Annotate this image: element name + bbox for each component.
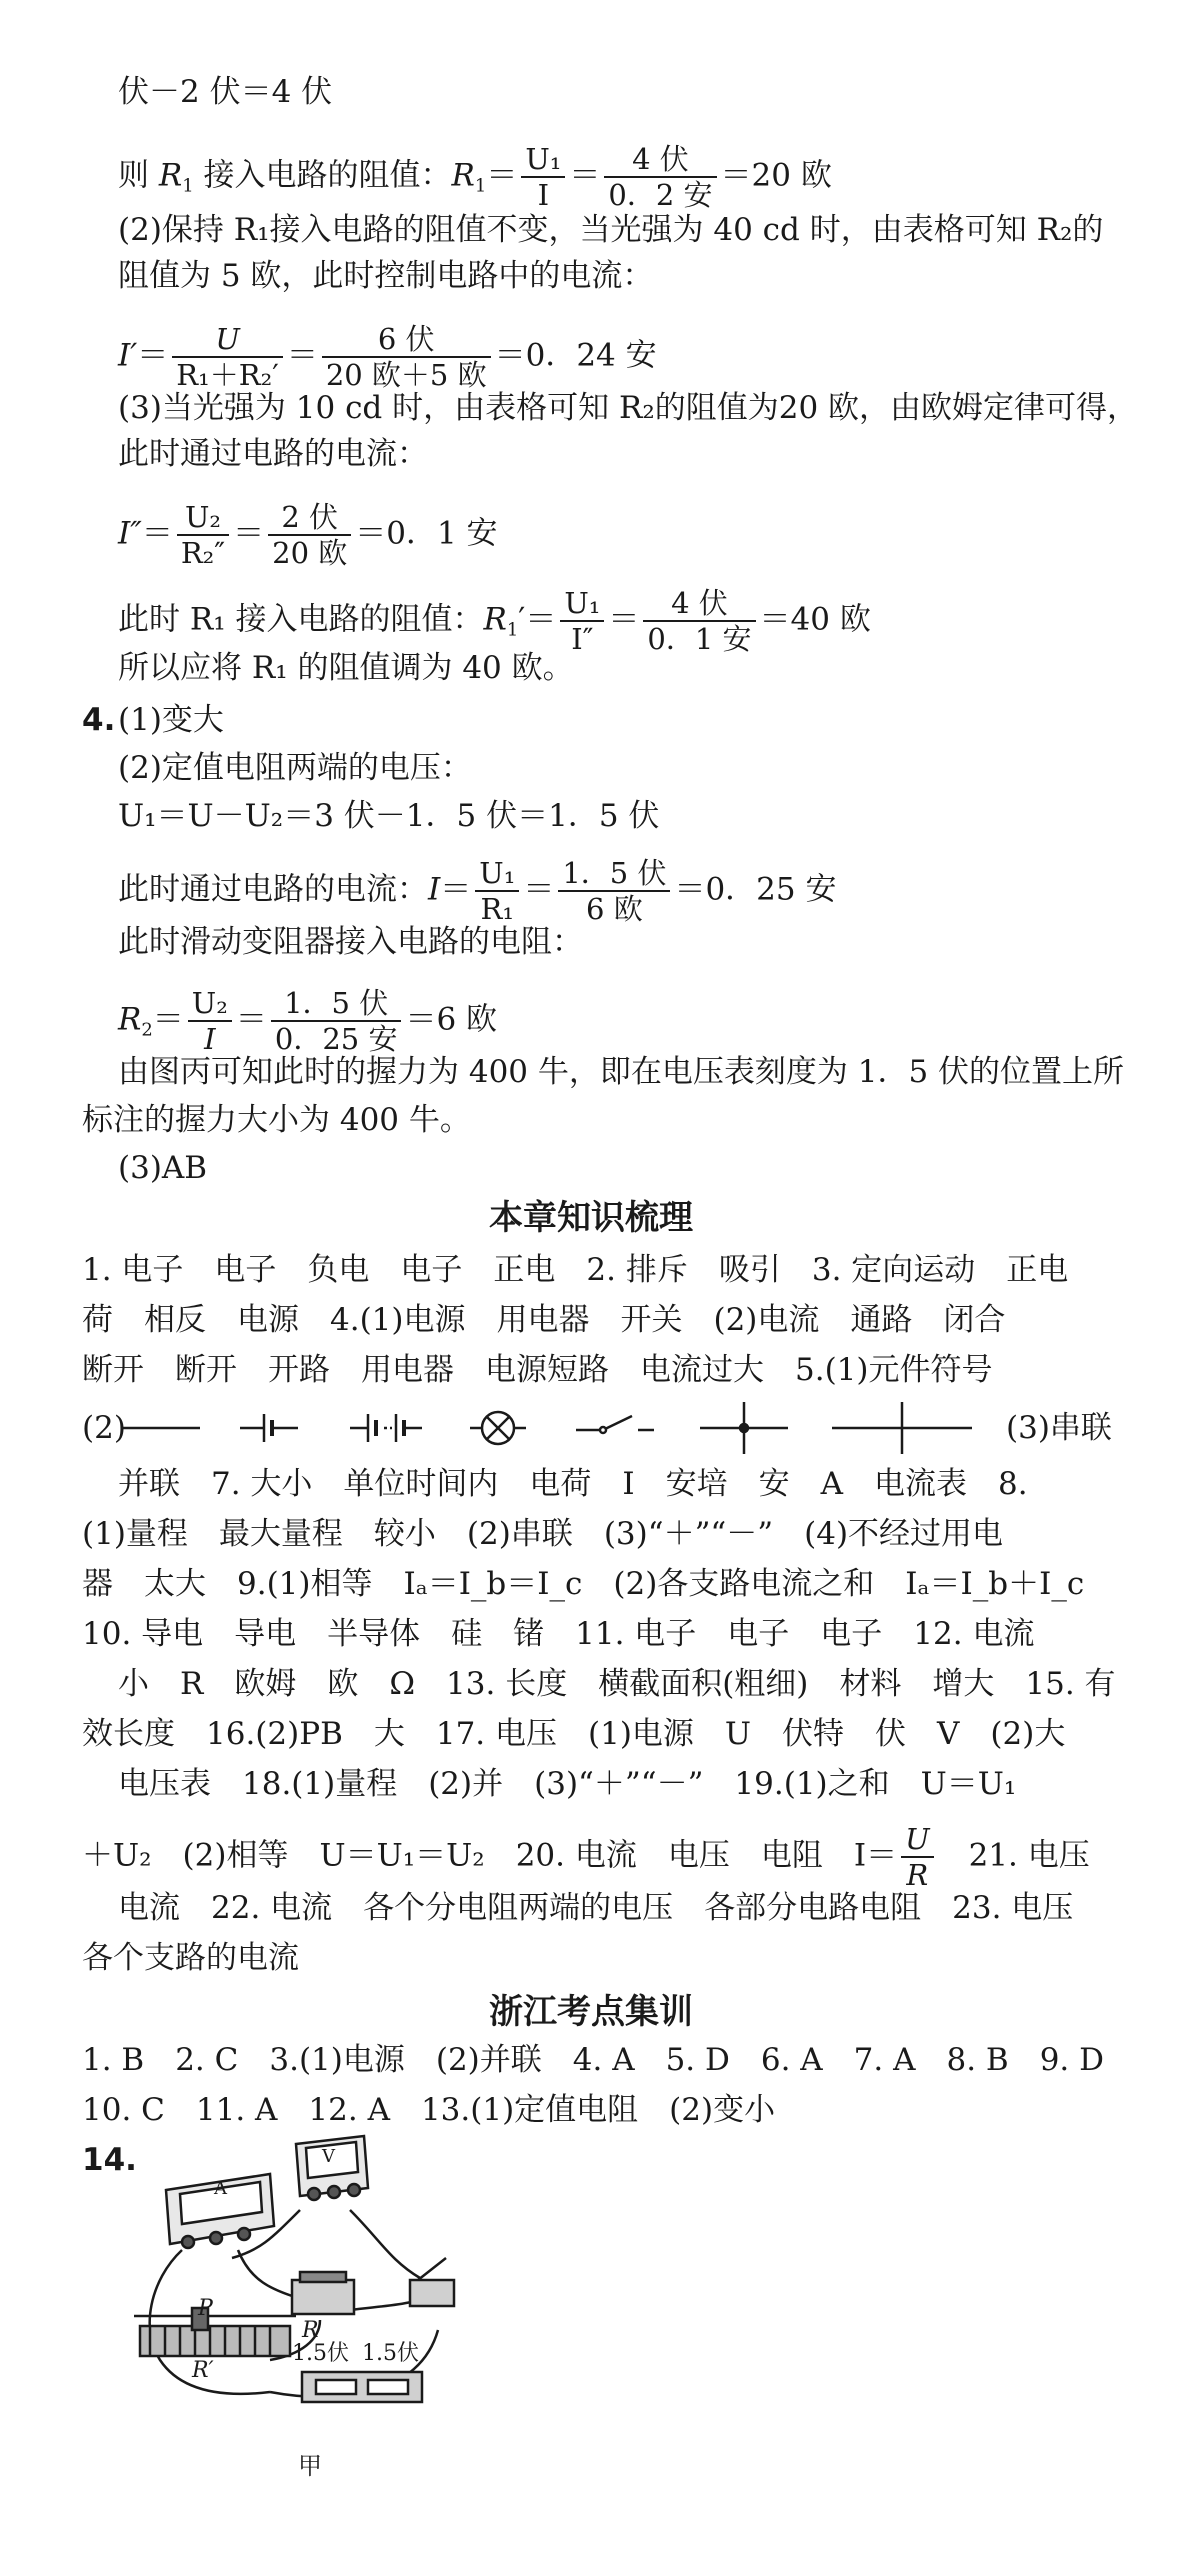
- battery-holder: [302, 2372, 422, 2402]
- q4-number: 4.: [82, 702, 116, 738]
- summary-row10: 效长度 16.(2)PB 大 17. 电压 (1)电源 U 伏特 伏 V (2)大: [82, 1716, 1066, 1752]
- junction-connected-symbol: [700, 1402, 788, 1454]
- exam-row3: 14.: [82, 2142, 137, 2178]
- summary-row4-tail: (3)串联: [1006, 1410, 1112, 1446]
- solution3-line7: 此时通过电路的电流：: [118, 436, 428, 472]
- ammeter-label: A: [214, 2178, 227, 2199]
- q4-line8: 标注的握力大小为 400 牛。: [82, 1102, 471, 1138]
- summary-row13: 电流 22. 电流 各个分电阻两端的电压 各部分电路电阻 23. 电压: [118, 1890, 1074, 1926]
- summary-row11: 电压表 18.(1)量程 (2)并 (3)“＋”“－” 19.(1)之和 U＝U₁: [118, 1766, 1017, 1802]
- battery1-label: 1.5伏: [292, 2341, 349, 2366]
- q4-line7: 由图丙可知此时的握力为 400 牛，即在电压表刻度为 1．5 伏的位置上所: [118, 1054, 1125, 1090]
- solution3-current-formula: I′＝ $\frac{U}{\text{R₁＋R₂′}}$ ＝ $\frac{\text{6 伏}}{\text{20 欧＋5 欧}}$ ＝0．24 安: [118, 322, 657, 392]
- solution3-line10: 所以应将 R₁ 的阻值调为 40 欧。: [118, 650, 574, 686]
- exam-row2: 10. C 11. A 12. A 13.(1)定值电阻 (2)变小: [82, 2092, 776, 2128]
- solution3-line4: 阻值为 5 欧，此时控制电路中的电流：: [118, 258, 654, 294]
- knife-switch: [410, 2258, 454, 2306]
- cell-symbol: [240, 1414, 298, 1442]
- summary-row7: 器 太大 9.(1)相等 Iₐ＝I_b＝I_c (2)各支路电流之和 Iₐ＝I_b＋I_c: [82, 1566, 1085, 1602]
- summary-row6: (1)量程 最大量程 较小 (2)串联 (3)“＋”“－” (4)不经过用电: [82, 1516, 1004, 1552]
- q4-r2-formula: $R_2=$ $\frac{\text{U₂}}{I}$ ＝ $\frac{\text{1．5 伏}}{\text{0．25 安}}$ ＝6 欧: [118, 986, 498, 1056]
- q4-line1: (1)变大: [118, 702, 224, 738]
- summary-row4-label: (2): [82, 1410, 126, 1446]
- lamp-symbol: [470, 1412, 526, 1444]
- rheostat: [134, 2308, 296, 2356]
- summary-row12: ＋U₂ (2)相等 U＝U₁＝U₂ 20. 电流 电压 电阻 I＝ $\frac{U}{R}$ 21. 电压: [82, 1822, 1090, 1892]
- summary-row3: 断开 断开 开路 用电器 电源短路 电流过大 5.(1)元件符号: [82, 1352, 993, 1388]
- summary-row1: 1. 电子 电子 负电 电子 正电 2. 排斥 吸引 3. 定向运动 正电: [82, 1252, 1069, 1288]
- battery-symbol: [350, 1414, 422, 1442]
- summary-row2: 荷 相反 电源 4.(1)电源 用电器 开关 (2)电流 通路 闭合: [82, 1302, 1006, 1338]
- resistor-label: R: [302, 2318, 319, 2343]
- section-title-summary: 本章知识梳理: [489, 1198, 693, 1238]
- q4-line3: U₁＝U－U₂＝3 伏－1．5 伏＝1．5 伏: [118, 798, 660, 834]
- q4-line9: (3)AB: [118, 1150, 208, 1186]
- figure-caption: 甲: [298, 2452, 322, 2480]
- exam-row1: 1. B 2. C 3.(1)电源 (2)并联 4. A 5. D 6. A 7. A 8. B 9. D: [82, 2042, 1104, 2078]
- slider-label: P: [198, 2296, 213, 2321]
- circuit-symbols: [120, 1400, 1000, 1456]
- junction-crossing-symbol: [832, 1402, 972, 1454]
- summary-row5: 并联 7. 大小 单位时间内 电荷 I 安培 安 A 电流表 8.: [118, 1466, 1028, 1502]
- q4-line5: 此时滑动变阻器接入电路的电阻：: [118, 924, 583, 960]
- resistor-box: [292, 2272, 354, 2314]
- solution3-r1-new-value: 此时 R₁ 接入电路的阻值：$R_1'=$ $\frac{\text{U₁}}{I''}$ ＝ $\frac{\text{4 伏}}{\text{0．1 安}}$ ＝40 欧: [118, 586, 871, 656]
- rheostat-label: R′: [192, 2358, 214, 2383]
- summary-row8: 10. 导电 导电 半导体 硅 锗 11. 电子 电子 电子 12. 电流: [82, 1616, 1035, 1652]
- summary-row9: 小 R 欧姆 欧 Ω 13. 长度 横截面积(粗细) 材料 增大 15. 有: [118, 1666, 1116, 1702]
- solution3-current2-formula: I″＝ $\frac{\text{U₂}}{\text{R₂″}}$ ＝ $\frac{\text{2 伏}}{\text{20 欧}}$ ＝0．1 安: [118, 500, 498, 570]
- solution3-line6: (3)当光强为 10 cd 时，由表格可知 R₂的阻值为20 欧，由欧姆定律可得，: [118, 390, 1139, 426]
- battery2-label: 1.5伏: [362, 2341, 419, 2366]
- solution3-line1: 伏－2 伏＝4 伏: [118, 74, 333, 110]
- q4-line2: (2)定值电阻两端的电压：: [118, 750, 472, 786]
- solution3-line3: (2)保持 R₁接入电路的阻值不变，当光强为 40 cd 时，由表格可知 R₂的: [118, 212, 1104, 248]
- summary-row14: 各个支路的电流: [82, 1940, 299, 1976]
- q4-current-formula: 此时通过电路的电流：I＝ $\frac{\text{U₁}}{\text{R₁}}$ ＝ $\frac{\text{1．5 伏}}{\text{6 欧}}$ ＝0．25 安: [118, 856, 837, 926]
- switch-symbol: [576, 1416, 654, 1433]
- voltmeter-label: V: [322, 2146, 335, 2167]
- circuit-figure: [120, 2130, 460, 2410]
- solution3-r1-value: 则 $R_1$ 接入电路的阻值：$R_1=$ $\frac{\text{U₁}}{I}$ ＝ $\frac{\text{4 伏}}{\text{0．2 安}}$ ＝20 欧: [118, 142, 832, 212]
- section-title-exam: 浙江考点集训: [489, 1992, 693, 2032]
